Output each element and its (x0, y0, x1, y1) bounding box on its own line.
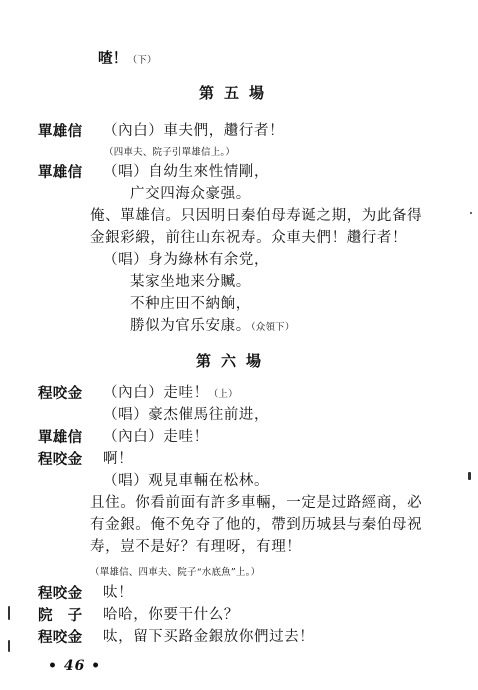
dialogue-text: 不种庄田不納餉， (130, 296, 251, 312)
speaker-name: 程咬金 (38, 451, 83, 468)
stage-line (130, 317, 295, 337)
stage-line (103, 384, 238, 404)
speaker-name: 院 子 (38, 607, 83, 624)
stage-line (98, 49, 157, 70)
scan-mark (8, 640, 10, 652)
dialogue-text: （內白）車夫們，趲行者！ (103, 123, 285, 139)
dialogue-text: 寿，豈不是好？有理呀，有理！ (90, 539, 302, 555)
speaker-name: 單雄信 (38, 164, 83, 181)
speaker-name: 程咬金 (38, 585, 83, 602)
stage-direction: （众領下） (250, 322, 295, 333)
scan-mark (468, 472, 471, 480)
dialogue-text: （唱）豪杰催馬往前进， (103, 407, 270, 423)
scene-heading: 第五場 (199, 84, 275, 102)
dialogue-text: 金銀彩緞，前往山东祝寿。众車夫們！趲行者！ (90, 230, 408, 246)
speaker-name: 單雄信 (38, 123, 83, 140)
dialogue-text: 俺、單雄信。只因明日秦伯母寿诞之期，为此备得 (90, 208, 423, 224)
speaker-name: 程咬金 (38, 629, 83, 646)
dialogue-text: （內白）走哇！ (103, 385, 209, 401)
dialogue-text: 勝似为官乐安康。 (130, 318, 251, 334)
speaker-name: 單雄信 (38, 429, 83, 446)
dialogue-text: 且住。你看前面有許多車輛，一定是过路經商，必 (90, 495, 423, 511)
stage-direction: （下） (127, 55, 157, 66)
dialogue-text: （唱）观見車輛在松林。 (103, 473, 270, 489)
dialogue-text: 呔！ (103, 585, 134, 601)
dialogue-text: 呔，留下买路金銀放你們过去！ (103, 629, 315, 645)
dialogue-text: 哈哈，你要干什么？ (103, 607, 239, 623)
scene-heading: 第六場 (196, 352, 272, 370)
dialogue-text: （內白）走哇！ (103, 429, 209, 445)
dialogue-text: （唱）身为綠林有余党， (103, 252, 270, 268)
stage-direction: （四車夫、院子引單雄信上。） (104, 147, 236, 158)
stage-direction: （單雄信、四車夫、院子“水底魚”上。） (90, 567, 261, 578)
speaker-name: 程咬金 (38, 385, 83, 402)
dialogue-text: （唱）自幼生來性情剛， (103, 164, 270, 180)
page-number: • 46 • (48, 658, 102, 674)
dialogue-text: 啊！ (103, 451, 134, 467)
stage-direction: （上） (208, 389, 238, 400)
dialogue-text: 广交四海众豪强。 (130, 186, 251, 202)
scan-mark (470, 212, 472, 214)
dialogue-text: 某家坐地来分贓。 (130, 274, 251, 290)
dialogue-text: 有金銀。俺不免夺了他的，帶到历城县与秦伯母祝 (90, 517, 423, 533)
dialogue-text: 喳！ (98, 50, 128, 67)
scan-mark (8, 606, 10, 620)
